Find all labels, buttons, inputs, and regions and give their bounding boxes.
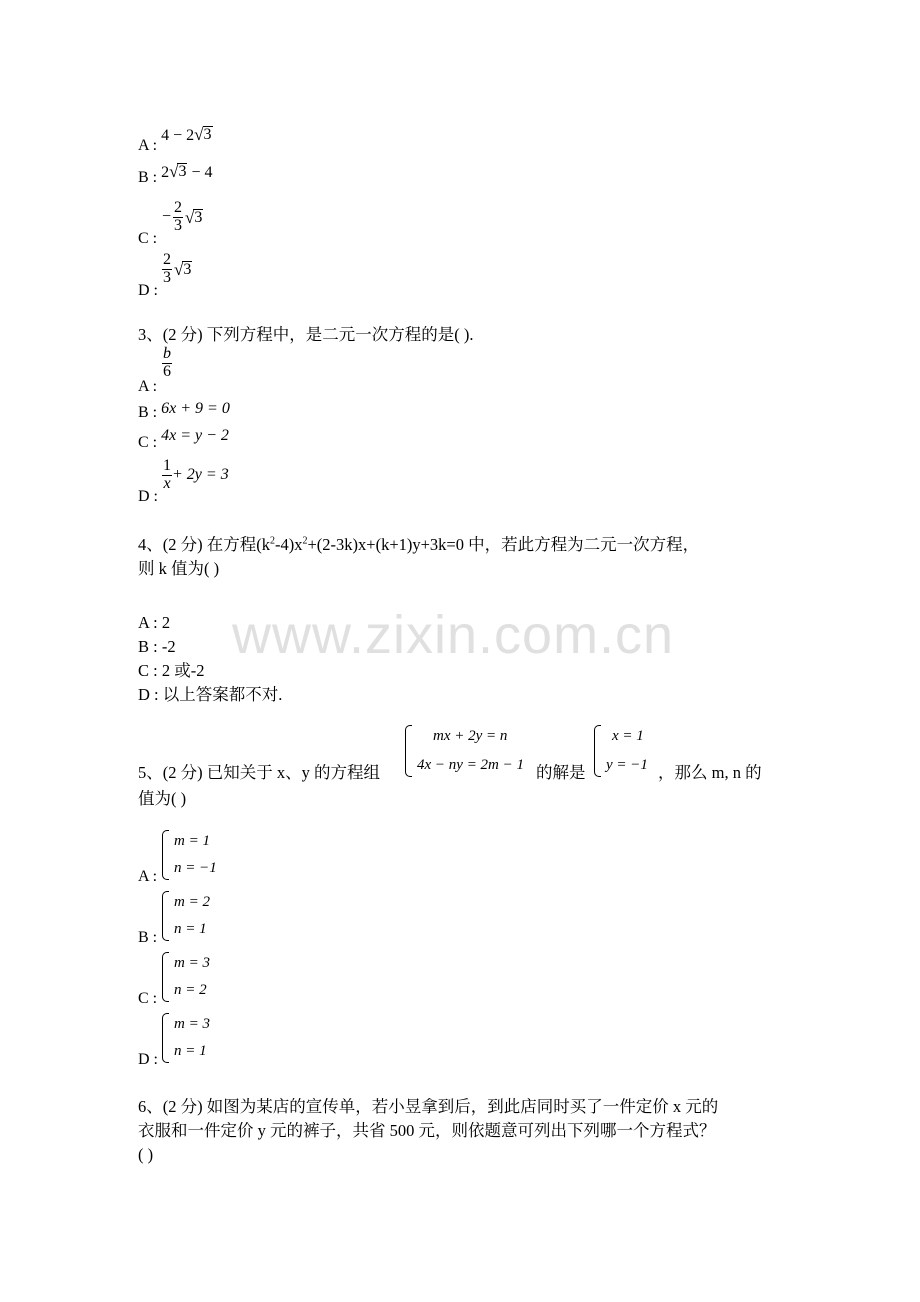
- superscript: 2: [302, 535, 308, 547]
- q2-option-b[interactable]: [138, 162, 213, 187]
- q5-option-c[interactable]: [138, 952, 258, 1012]
- brace-icon: [594, 725, 601, 777]
- system-row: mx + 2y = n: [433, 728, 508, 744]
- numerator: 2: [163, 251, 171, 268]
- system-row: n = 1: [174, 920, 207, 937]
- q5-middle: 的解是: [536, 763, 586, 782]
- brace-icon: [162, 1013, 169, 1063]
- equation-system: [162, 952, 210, 1002]
- option-label: D :: [138, 488, 158, 505]
- q3-option-c[interactable]: [138, 427, 229, 452]
- q6-question-line1: 6、(2 分) 如图为某店的宣传单，若小昱拿到后，到此店同时买了一件定价 x 元的: [138, 1097, 719, 1116]
- brace-icon: [162, 952, 169, 1002]
- option-expression: [161, 127, 212, 144]
- fraction: [162, 252, 172, 287]
- option-label: C :: [138, 230, 158, 247]
- q6-question-line2: 衣服和一件定价 y 元的裤子，共省 500 元，则依题意可列出下列哪一个方程式？: [138, 1121, 716, 1140]
- q2-option-a[interactable]: [138, 125, 213, 155]
- option-label: C :: [138, 434, 158, 451]
- radical-sign: √: [194, 125, 204, 144]
- option-label: B :: [138, 169, 158, 186]
- brace-icon: [405, 725, 412, 777]
- q4-option-d[interactable]: D : 以上答案都不对.: [138, 685, 283, 704]
- expr-part: 4 − 2: [161, 127, 195, 144]
- numerator: 2: [174, 199, 183, 216]
- system-rows: [417, 725, 524, 777]
- superscript: 2: [269, 535, 275, 547]
- brace-icon: [162, 891, 169, 941]
- system-row: m = 1: [174, 833, 210, 849]
- radicand: 3: [194, 208, 203, 226]
- fraction: [162, 458, 172, 493]
- equation-system: [405, 725, 524, 777]
- expr-part: + 2y = 3: [172, 466, 229, 484]
- radicand: 3: [178, 163, 187, 180]
- q4-question-line1: [138, 532, 699, 558]
- q3-question-text: 3、(2 分) 下列方程中，是二元一次方程的是( ).: [138, 325, 474, 344]
- numerator: 1: [163, 457, 171, 474]
- radicand: 3: [203, 126, 212, 143]
- system-row: n = 1: [174, 1042, 207, 1059]
- option-expression: [162, 252, 192, 287]
- denominator: 6: [163, 362, 171, 380]
- radical-sign: √: [185, 207, 195, 227]
- q5-option-b[interactable]: [138, 891, 258, 951]
- sqrt-symbol: [185, 209, 203, 226]
- option-expression: 6x + 9 = 0: [161, 400, 230, 417]
- equation-system: [162, 891, 210, 941]
- option-label: B :: [138, 404, 158, 421]
- system-row: x = 1: [612, 728, 644, 744]
- q6-question-line3: ( ): [138, 1145, 154, 1164]
- equation-system: [594, 725, 648, 777]
- option-expression: [162, 346, 172, 381]
- q5-prefix: 5、(2 分) 已知关于 x、y 的方程组: [138, 763, 380, 782]
- system-row: y = −1: [606, 756, 648, 773]
- sqrt-symbol: [194, 126, 212, 143]
- minus-sign: −: [162, 208, 172, 226]
- text-part: +(2-3k)x+(k+1)y+3k=0 中，若此方程为二元一次方程，: [307, 535, 700, 554]
- option-label: D :: [138, 282, 158, 299]
- sqrt-symbol: [174, 261, 192, 278]
- brace-icon: [162, 830, 169, 880]
- q4-option-a[interactable]: A : 2: [138, 613, 171, 632]
- system-row: 4x − ny = 2m − 1: [417, 756, 525, 773]
- q5-question-line2: 值为( ): [138, 789, 187, 808]
- system-row: m = 2: [174, 894, 210, 910]
- sqrt-symbol: [169, 163, 187, 180]
- option-label: C :: [138, 990, 158, 1007]
- system-rows: [174, 891, 210, 941]
- text-part: -4)x: [274, 535, 303, 554]
- expr-part: − 4: [187, 164, 213, 181]
- q3-option-b[interactable]: [138, 400, 230, 422]
- radical-sign: √: [174, 259, 184, 279]
- watermark-text: www.zixin.com.cn: [232, 605, 675, 665]
- option-expression: [162, 458, 229, 493]
- q4-question-line2: 则 k 值为( ): [138, 559, 220, 578]
- radicand: 3: [183, 260, 192, 278]
- fraction: [173, 200, 183, 235]
- numerator: b: [163, 345, 171, 362]
- fraction: [162, 346, 172, 381]
- system-row: m = 3: [174, 955, 210, 971]
- radical-sign: √: [169, 162, 179, 181]
- system-row: n = 2: [174, 981, 207, 998]
- system-row: n = −1: [174, 859, 217, 876]
- expr-part: 2: [161, 164, 170, 181]
- q5-option-d[interactable]: [138, 1013, 258, 1073]
- q5-suffix: ，那么 m, n 的: [658, 763, 762, 782]
- q4-option-c[interactable]: C : 2 或-2: [138, 661, 205, 680]
- system-rows: [606, 725, 648, 777]
- denominator: 3: [163, 268, 171, 286]
- system-rows: [174, 952, 210, 1002]
- q4-option-b[interactable]: B : -2: [138, 637, 176, 656]
- q5-option-a[interactable]: [138, 830, 258, 890]
- option-label: A :: [138, 137, 158, 154]
- option-label: B :: [138, 929, 158, 946]
- equation-system: [162, 1013, 210, 1063]
- system-rows: [174, 1013, 210, 1063]
- option-label: A :: [138, 868, 158, 885]
- system-row: m = 3: [174, 1016, 210, 1032]
- option-expression: 4x = y − 2: [161, 427, 229, 444]
- system-rows: [174, 830, 217, 880]
- text-part: 4、(2 分) 在方程(k: [138, 535, 270, 554]
- option-label: D :: [138, 1051, 158, 1068]
- option-label: A :: [138, 378, 158, 395]
- denominator: x: [163, 474, 171, 492]
- option-expression: [162, 200, 203, 235]
- option-expression: [161, 164, 212, 181]
- denominator: 3: [174, 216, 183, 234]
- equation-system: [162, 830, 217, 880]
